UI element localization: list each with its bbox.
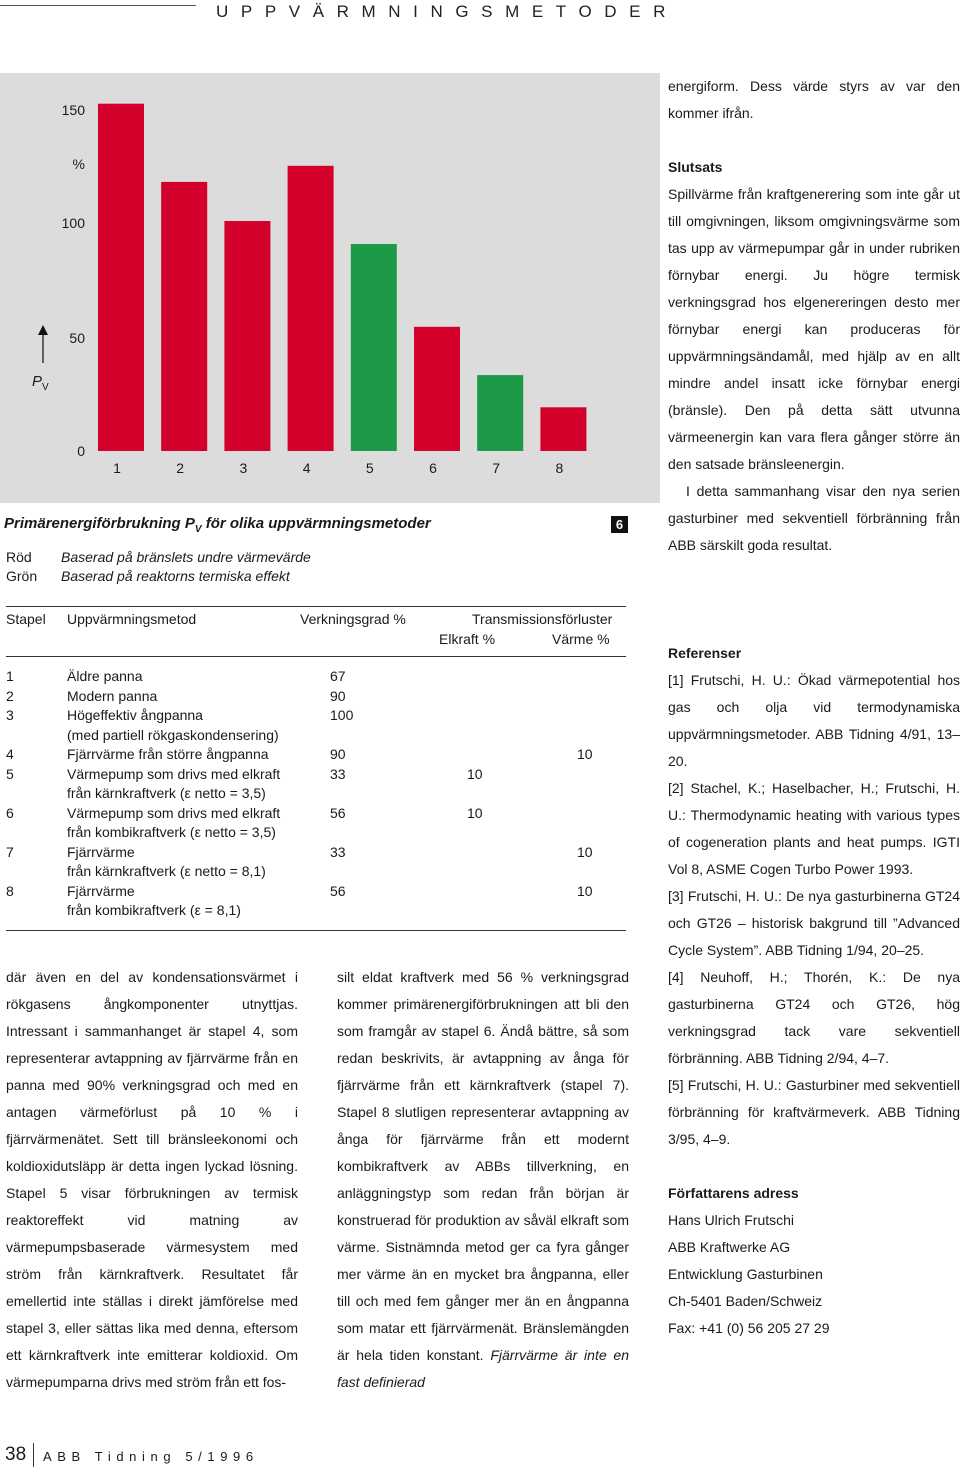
row-number: 7 xyxy=(6,843,14,860)
table-rule-bottom xyxy=(6,930,626,931)
x-tick-label: 5 xyxy=(365,460,374,476)
row-varme: 10 xyxy=(577,843,593,860)
x-tick-label: 3 xyxy=(239,460,248,476)
bar-4 xyxy=(288,166,334,451)
row-method: Fjärrvärme xyxy=(67,882,135,899)
section-title: UPPVÄRMNINGSMETODER xyxy=(216,2,679,21)
reference-text: Thermodynamic heating with various types of cogeneration plants and heat pumps. IGTI Vol 8, ASME Cogen Turbo Power 1993. xyxy=(668,807,960,877)
row-method: Modern panna xyxy=(67,687,158,704)
reference-text: De nya gasturbinerna GT24 och GT26 – historisk bakgrund till ”Advanced Cycle System”. ABB Tidning 1/94, 20–25. xyxy=(668,888,960,958)
reference-tag: [3] xyxy=(668,888,684,904)
row-varme: 10 xyxy=(577,882,593,899)
figure-number: 6 xyxy=(611,516,628,533)
row-number: 4 xyxy=(6,746,14,762)
references-heading: Referenser xyxy=(668,645,742,661)
row-number: 6 xyxy=(6,804,14,821)
reference-authors: Frutschi, H. U.: xyxy=(687,1077,782,1093)
body-text-2: silt eldat kraftverk med 56 % verkningsgrad kommer primärenergiförbrukningen att bli den som framgår av stapel 6. Ändå bättre, så som redan beskrivits, är avtappning av ånga för fjärrvärme från ett kärnkraftverk (stapel 7). Stapel 8 slutligen representerar avtappning av ånga för fjärrvärme från ett modernt kombikraftverk av ABBs tillverkning, en anläggningstyp som redan från början är konstruerad för produktion av såväl elkraft som värme. Sistnämnda metod ger ca fyra gånger mer värme än en mycket bra ångpanna, eller till och med fem gånger mer än en ångpanna som matar ett fjärrvärmenät. Bränslemängden är hela tiden konstant. Fjärrvärme är inte en fast definierad xyxy=(337,969,630,1390)
reference-authors: Frutschi, H. U.: xyxy=(687,888,782,904)
bar-3 xyxy=(224,221,270,451)
bar-6 xyxy=(414,327,460,451)
heading-slutsats: Slutsats xyxy=(668,159,723,175)
row-varme: 10 xyxy=(577,746,593,762)
magazine-name: ABB Tidning 5/1996 xyxy=(43,1449,259,1464)
reference-tag: [4] xyxy=(668,969,684,985)
table-row xyxy=(6,687,626,707)
slutsats-para-1: Spillvärme från kraftgenerering som inte går ut till omgivningen, liksom omgivningsvärme som tas upp av värmepumpar går in under rubriken förnybar energi. Ju högre termisk verkningsgrad hos elgenereringen desto mer förnybar energi kan produceras för uppvärmningsändamål, med hjälp av en allt mindre andel insatt icke förnybar energi (bränsle). Den på detta sätt utvunna värmeenergin kan vara flera gånger större än den satsade bränsleenergin. xyxy=(668,186,960,472)
bar-7 xyxy=(477,375,523,451)
row-elkraft: 10 xyxy=(467,765,483,782)
right-column-top xyxy=(668,73,960,559)
reference-tag: [2] xyxy=(668,780,684,796)
col-header-metod: Uppvärmningsmetod xyxy=(67,611,197,627)
reference-item xyxy=(668,964,960,1072)
row-method: från kärnkraftverk (ε netto = 8,1) xyxy=(67,863,266,879)
address-line: Entwicklung Gasturbinen xyxy=(668,1266,823,1282)
address-line: Fax: +41 (0) 56 205 27 29 xyxy=(668,1320,830,1336)
reference-item xyxy=(668,775,960,883)
row-efficiency: 100 xyxy=(330,707,354,723)
row-efficiency: 67 xyxy=(330,668,346,684)
row-efficiency: 56 xyxy=(330,804,346,821)
row-method: (med partiell rökgaskondensering) xyxy=(67,726,279,743)
y-axis-label: $P_V$ xyxy=(32,373,49,393)
row-elkraft: 10 xyxy=(467,804,483,821)
body-column-2 xyxy=(337,964,629,1396)
row-number: 3 xyxy=(6,707,14,723)
address-line: ABB Kraftwerke AG xyxy=(668,1239,791,1255)
slutsats-para-2: I detta sammanhang visar den nya serien gasturbiner med sekventiell förbränning från ABB särskilt goda resultat. xyxy=(668,483,960,553)
row-method: Fjärrvärme från större ångpanna xyxy=(67,746,269,762)
address-line: Hans Ulrich Frutschi xyxy=(668,1212,795,1228)
header-rule xyxy=(0,5,196,6)
col-header-verk: Verkningsgrad % xyxy=(300,611,406,627)
y-unit-percent: % xyxy=(72,156,85,172)
intro-text: energiform. Dess värde styrs av var den kommer ifrån. xyxy=(668,78,960,121)
table-row xyxy=(6,804,626,824)
reference-item xyxy=(668,883,960,964)
table-rule-top xyxy=(6,606,626,607)
row-efficiency: 33 xyxy=(330,765,346,782)
y-tick-150: 150 xyxy=(61,102,85,118)
table-row xyxy=(6,843,626,863)
figure-caption-title: Primärenergiförbrukning $P_V$ för olika uppvärmningsmetoder xyxy=(4,515,431,535)
references-section xyxy=(668,640,960,1342)
legend-green: Grön Baserad på reaktorns termiska effekt xyxy=(6,568,290,584)
col-header-elkraft: Elkraft % xyxy=(439,631,496,647)
y-tick-100: 100 xyxy=(61,215,85,231)
col-header-stapel: Stapel xyxy=(6,611,46,627)
bar-8 xyxy=(540,407,586,451)
figure-panel xyxy=(0,73,660,503)
reference-text: De nya gasturbinerna GT24 och GT26, hög verkningsgrad tack vare sekventiell förbränning. ABB Tidning 2/94, 4–7. xyxy=(668,969,960,1066)
x-tick-label: 8 xyxy=(555,460,564,476)
reference-text: Ökad värmepotential hos gas och olja vid termodynamiska uppvärmningsmetoder. ABB Tidning 4/91, 13–20. xyxy=(668,672,960,769)
page-number: 38 xyxy=(5,1444,27,1465)
reference-item xyxy=(668,1072,960,1153)
row-efficiency: 56 xyxy=(330,882,346,899)
table-row xyxy=(6,706,626,726)
table-row xyxy=(6,901,626,921)
bar-1 xyxy=(98,104,144,451)
x-tick-label: 4 xyxy=(302,460,311,476)
bar-2 xyxy=(161,182,207,451)
row-method: Värmepump som drivs med elkraft xyxy=(67,804,281,821)
x-tick-label: 7 xyxy=(492,460,501,476)
table-rule-header xyxy=(6,656,626,657)
table-row xyxy=(6,667,626,687)
y-tick-50: 50 xyxy=(69,330,85,346)
legend-red: Röd Baserad på bränslets undre värmevärde xyxy=(6,549,311,565)
bar-chart xyxy=(0,73,660,503)
reference-authors: Frutschi, H. U.: xyxy=(690,672,791,688)
row-number: 2 xyxy=(6,687,14,704)
address-heading: Författarens adress xyxy=(668,1185,799,1201)
table-row xyxy=(6,784,626,804)
row-number: 5 xyxy=(6,765,14,782)
row-method: från kombikraftverk (ε netto = 3,5) xyxy=(67,824,276,840)
reference-authors: Stachel, K.; Haselbacher, H.; Frutschi, H. U.: xyxy=(668,780,960,823)
row-method: Högeffektiv ångpanna xyxy=(67,707,203,723)
reference-authors: Neuhoff, H.; Thorén, K.: xyxy=(700,969,887,985)
reference-tag: [1] xyxy=(668,672,684,688)
footer-divider xyxy=(33,1443,34,1467)
body-column-1 xyxy=(6,964,298,1396)
reference-item xyxy=(668,667,960,775)
y-axis-arrow-icon xyxy=(36,325,50,365)
row-number: 8 xyxy=(6,882,14,899)
row-efficiency: 90 xyxy=(330,687,346,704)
bar-5 xyxy=(351,244,397,451)
col-header-varme: Värme % xyxy=(552,631,610,647)
table-header-row xyxy=(6,610,626,630)
table-row xyxy=(6,823,626,843)
reference-text: Gasturbiner med sekventiell förbränning för kraftvärmeverk. ABB Tidning 3/95, 4–9. xyxy=(668,1077,960,1147)
address-line: Ch-5401 Baden/Schweiz xyxy=(668,1293,823,1309)
col-header-trans: Transmissionsförluster xyxy=(472,611,613,627)
row-method: från kombikraftverk (ε = 8,1) xyxy=(67,902,241,918)
row-efficiency: 90 xyxy=(330,746,346,762)
x-tick-label: 2 xyxy=(176,460,185,476)
x-tick-label: 1 xyxy=(113,460,121,476)
row-method: Värmepump som drivs med elkraft xyxy=(67,765,281,782)
table-row xyxy=(6,745,626,765)
table-row xyxy=(6,726,626,746)
row-efficiency: 33 xyxy=(330,843,346,860)
row-method: Fjärrvärme xyxy=(67,843,135,860)
row-method: från kärnkraftverk (ε netto = 3,5) xyxy=(67,785,266,801)
table-row xyxy=(6,765,626,785)
reference-tag: [5] xyxy=(668,1077,684,1093)
table-subheader-row xyxy=(6,630,626,650)
body-text-1: där även en del av kondensationsvärmet i rökgasens ångkomponenter utnyttjas. Intressant i sammanhanget är stapel 4, som representerar avtappning av fjärrvärme från en panna med 90% verkningsgrad och med en antagen värmeförlust på 10 % i fjärrvärmenätet. Sett till bränsleekonomi och koldioxidutsläpp är detta ingen lyckad lösning. Stapel 5 visar förbrukningen av termisk reaktoreffekt vid matning av värmepumpsbaserade värmesystem med ström från kärnkraftverk. Resultatet får emellertid inte ställas i direkt jämförelse med stapel 3, eller sättas lika med denna, eftersom ett kärnkraftverk inte emitterar koldioxid. Om värmepumparna drivs med ström från ett fos- xyxy=(6,969,298,1390)
x-tick-label: 6 xyxy=(429,460,437,476)
row-method: Äldre panna xyxy=(67,668,143,684)
table-row xyxy=(6,882,626,902)
y-tick-0: 0 xyxy=(77,443,85,459)
table-row xyxy=(6,862,626,882)
row-number: 1 xyxy=(6,668,14,684)
